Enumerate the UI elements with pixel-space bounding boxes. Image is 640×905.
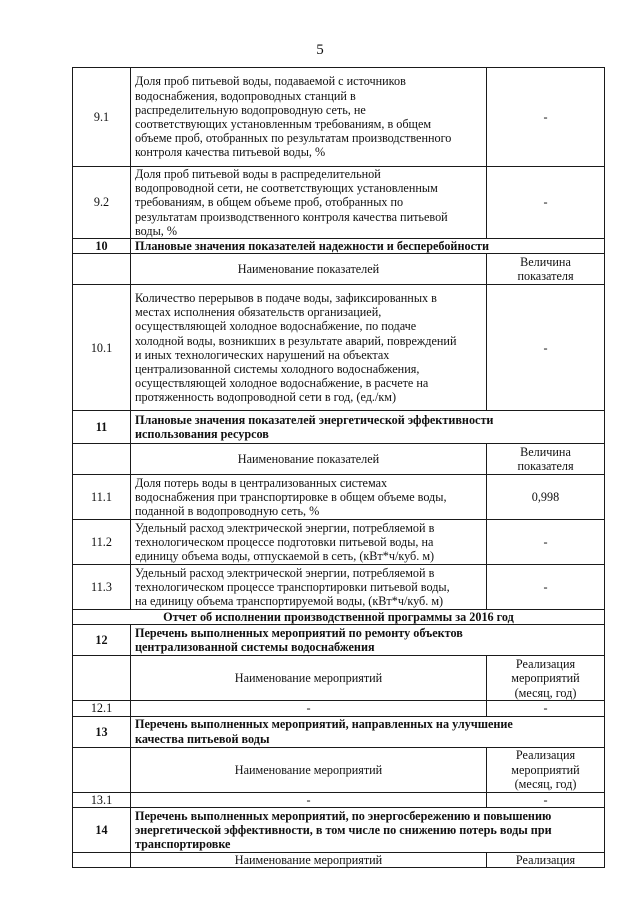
- name-header: Наименование показателей: [131, 254, 487, 285]
- section-row: [73, 807, 605, 852]
- measure-date: -: [487, 701, 605, 716]
- table-row: [73, 520, 605, 565]
- section-title: Плановые значения показателей энергетической эффективности использования ресурсов: [131, 411, 605, 444]
- section-row: [73, 716, 605, 747]
- indicator-name: Удельный расход электрической энергии, потребляемой в технологическом процессе подготовки питьевой воды, на единицу объема воды, отпускаемой в сеть, (кВт*ч/куб. м): [131, 520, 487, 565]
- table-row: [73, 167, 605, 239]
- value-header: Реализация: [487, 852, 605, 867]
- table-row: [73, 285, 605, 411]
- section-number: 12: [73, 625, 131, 656]
- header-row: [73, 254, 605, 285]
- section-number: 14: [73, 807, 131, 852]
- row-number: 12.1: [73, 701, 131, 716]
- row-number: 13.1: [73, 792, 131, 807]
- name-header: Наименование мероприятий: [131, 852, 487, 867]
- table-row: [73, 475, 605, 520]
- section-title: Плановые значения показателей надежности и бесперебойности: [131, 239, 605, 254]
- name-header: Наименование показателей: [131, 444, 487, 475]
- section-row: [73, 625, 605, 656]
- table-row: [73, 68, 605, 167]
- indicator-name: Удельный расход электрической энергии, потребляемой в технологическом процессе транспортировки питьевой воды, на единицу объема транспортируемой воды, (кВт*ч/куб. м): [131, 565, 487, 610]
- value-header: Реализация мероприятий (месяц, год): [487, 656, 605, 701]
- indicator-name: Доля проб питьевой воды в распределительной водопроводной сети, не соответствующих установленным требованиям, в общем объеме проб, отобранных по результатам производственного контроля качества питьевой воды, %: [131, 167, 487, 239]
- section-row: [73, 411, 605, 444]
- row-number: 11.1: [73, 475, 131, 520]
- indicators-table: [72, 67, 605, 868]
- row-number: 9.2: [73, 167, 131, 239]
- table-row: [73, 792, 605, 807]
- table-row: [73, 701, 605, 716]
- row-number: 9.1: [73, 68, 131, 167]
- table-row: [73, 565, 605, 610]
- section-number: 13: [73, 716, 131, 747]
- section-title: Перечень выполненных мероприятий, направленных на улучшение качества питьевой воды: [131, 716, 605, 747]
- section-number: 10: [73, 239, 131, 254]
- header-row: [73, 747, 605, 792]
- measure-name: -: [131, 701, 487, 716]
- section-title: Перечень выполненных мероприятий, по энергосбережению и повышению энергетической эффективности, в том числе по снижению потерь воды при транспортировке: [131, 807, 605, 852]
- indicator-value: -: [487, 565, 605, 610]
- measure-date: -: [487, 792, 605, 807]
- indicator-name: Доля потерь воды в централизованных системах водоснабжения при транспортировке в общем объеме воды, поданной в водопроводную сеть, %: [131, 475, 487, 520]
- indicator-value: -: [487, 68, 605, 167]
- page-number: 5: [316, 42, 324, 58]
- row-number: 11.3: [73, 565, 131, 610]
- row-number: 10.1: [73, 285, 131, 411]
- indicator-name: Количество перерывов в подаче воды, зафиксированных в местах исполнения обязательств организацией, осуществляющей холодное водоснабжение, по подаче холодной воды, возникших в результате аварий, повреждений и иных технологических нарушений на объектах централизованной системы холодного водоснабжения, осуществляющей холодное водоснабжение, в расчете на протяженность водопроводной сети в год, (ед./км): [131, 285, 487, 411]
- value-header: Реализация мероприятий (месяц, год): [487, 747, 605, 792]
- value-header: Величина показателя: [487, 254, 605, 285]
- row-number: 11.2: [73, 520, 131, 565]
- report-title-row: [73, 610, 605, 625]
- indicator-name: Доля проб питьевой воды, подаваемой с источников водоснабжения, водопроводных станций в распределительную водопроводную сеть, не соответствующих установленным требованиям, в общем объеме проб, отобранных по результатам производственного контроля качества питьевой воды, %: [131, 68, 487, 167]
- value-header: Величина показателя: [487, 444, 605, 475]
- indicator-value: 0,998: [487, 475, 605, 520]
- name-header: Наименование мероприятий: [131, 747, 487, 792]
- report-title: Отчет об исполнении производственной программы за 2016 год: [73, 610, 605, 625]
- section-row: [73, 239, 605, 254]
- indicator-value: -: [487, 285, 605, 411]
- section-number: 11: [73, 411, 131, 444]
- indicator-value: -: [487, 167, 605, 239]
- measure-name: -: [131, 792, 487, 807]
- name-header: Наименование мероприятий: [131, 656, 487, 701]
- header-row: [73, 656, 605, 701]
- indicator-value: -: [487, 520, 605, 565]
- section-title: Перечень выполненных мероприятий по ремонту объектов централизованной системы водоснабжения: [131, 625, 605, 656]
- header-row: [73, 852, 605, 867]
- header-row: [73, 444, 605, 475]
